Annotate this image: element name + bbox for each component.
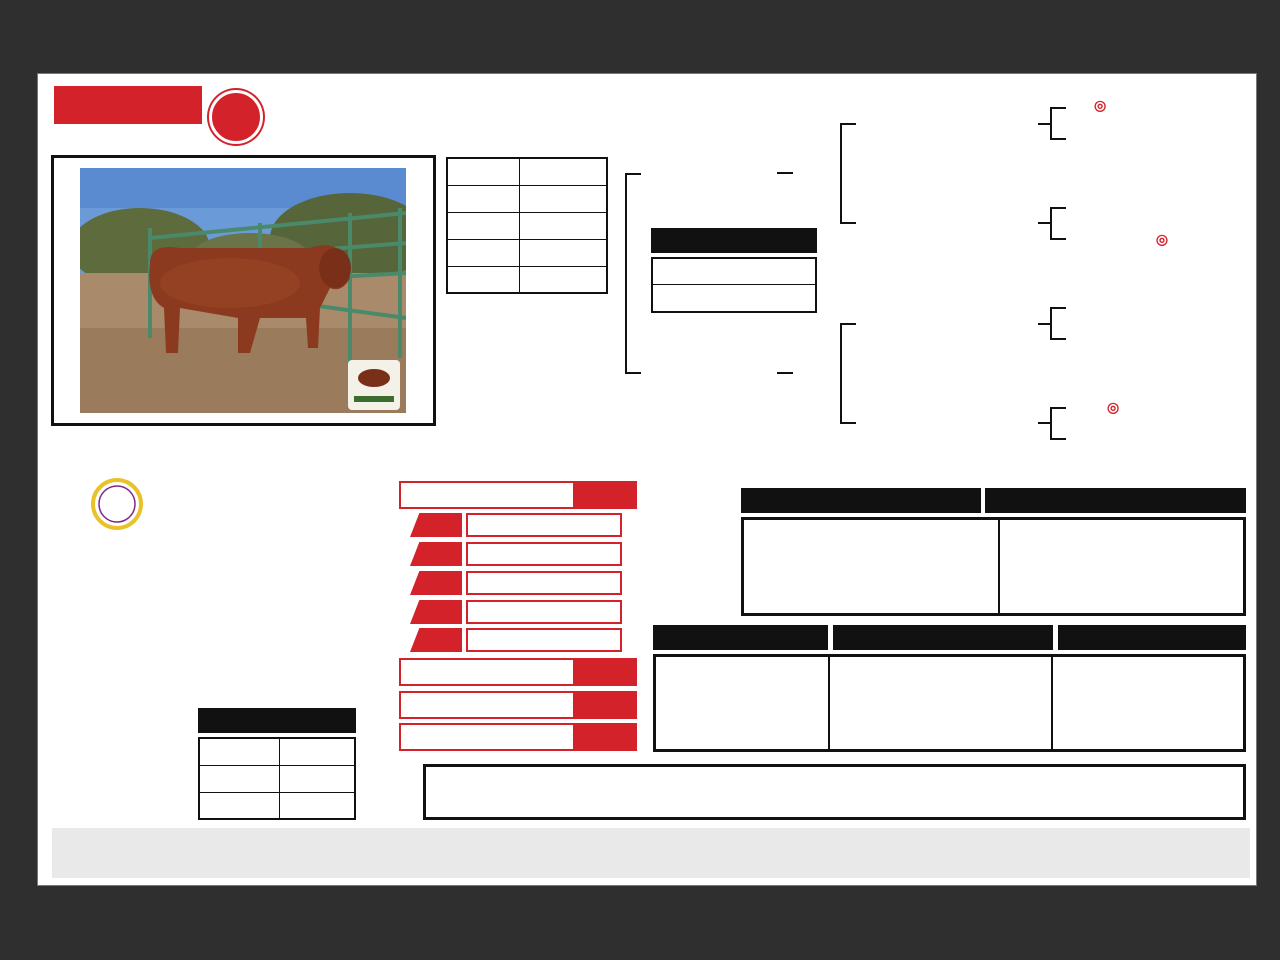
sub-value xyxy=(410,600,622,624)
beefmaster-logo-icon xyxy=(209,90,263,144)
table-row xyxy=(199,738,355,765)
sub-value xyxy=(410,513,622,537)
sub-value xyxy=(410,542,622,566)
qr-code-icon[interactable] xyxy=(50,708,164,822)
dam-sire xyxy=(866,312,1026,315)
carcass-header xyxy=(1058,625,1246,650)
elite-badge xyxy=(84,477,154,531)
animal-photo xyxy=(80,168,406,413)
table-row xyxy=(199,765,355,792)
growth-value xyxy=(399,658,637,686)
logix-logo xyxy=(660,482,700,622)
ebv-top-grid xyxy=(741,517,1246,616)
ebv-bottom-grid xyxy=(653,654,1246,752)
dam xyxy=(620,362,840,366)
table-row xyxy=(447,239,607,266)
sub-value xyxy=(410,571,622,595)
dds xyxy=(1107,399,1119,416)
genomic-row xyxy=(653,285,815,311)
production-value xyxy=(399,723,637,751)
fertility-header xyxy=(985,488,1246,513)
parentage-box xyxy=(651,257,817,313)
seller-remarks xyxy=(52,828,1250,878)
dna-row xyxy=(653,259,815,285)
sub-value xyxy=(410,628,622,652)
sss xyxy=(1094,97,1106,114)
calf-mother-header xyxy=(741,488,981,513)
table-row xyxy=(447,185,607,212)
cow-value xyxy=(399,481,637,509)
herdbook-table xyxy=(446,157,608,294)
weights-table xyxy=(423,764,1246,820)
myostatin-table xyxy=(198,737,356,820)
sire xyxy=(650,161,810,164)
table-row xyxy=(447,212,607,239)
table-row xyxy=(447,266,607,293)
post-wean-header xyxy=(653,625,828,650)
target-icon: ◎ xyxy=(1094,97,1107,113)
target-icon: ◎ xyxy=(1155,231,1169,247)
carcass-value xyxy=(399,691,637,719)
parentage-header xyxy=(651,228,817,253)
sdd xyxy=(1095,231,1229,248)
table-row xyxy=(447,158,607,185)
lot-badge xyxy=(54,86,202,124)
myostatin-header xyxy=(198,708,356,733)
frame-header xyxy=(833,625,1053,650)
table-row xyxy=(199,792,355,819)
target-icon: ◎ xyxy=(1107,399,1120,415)
